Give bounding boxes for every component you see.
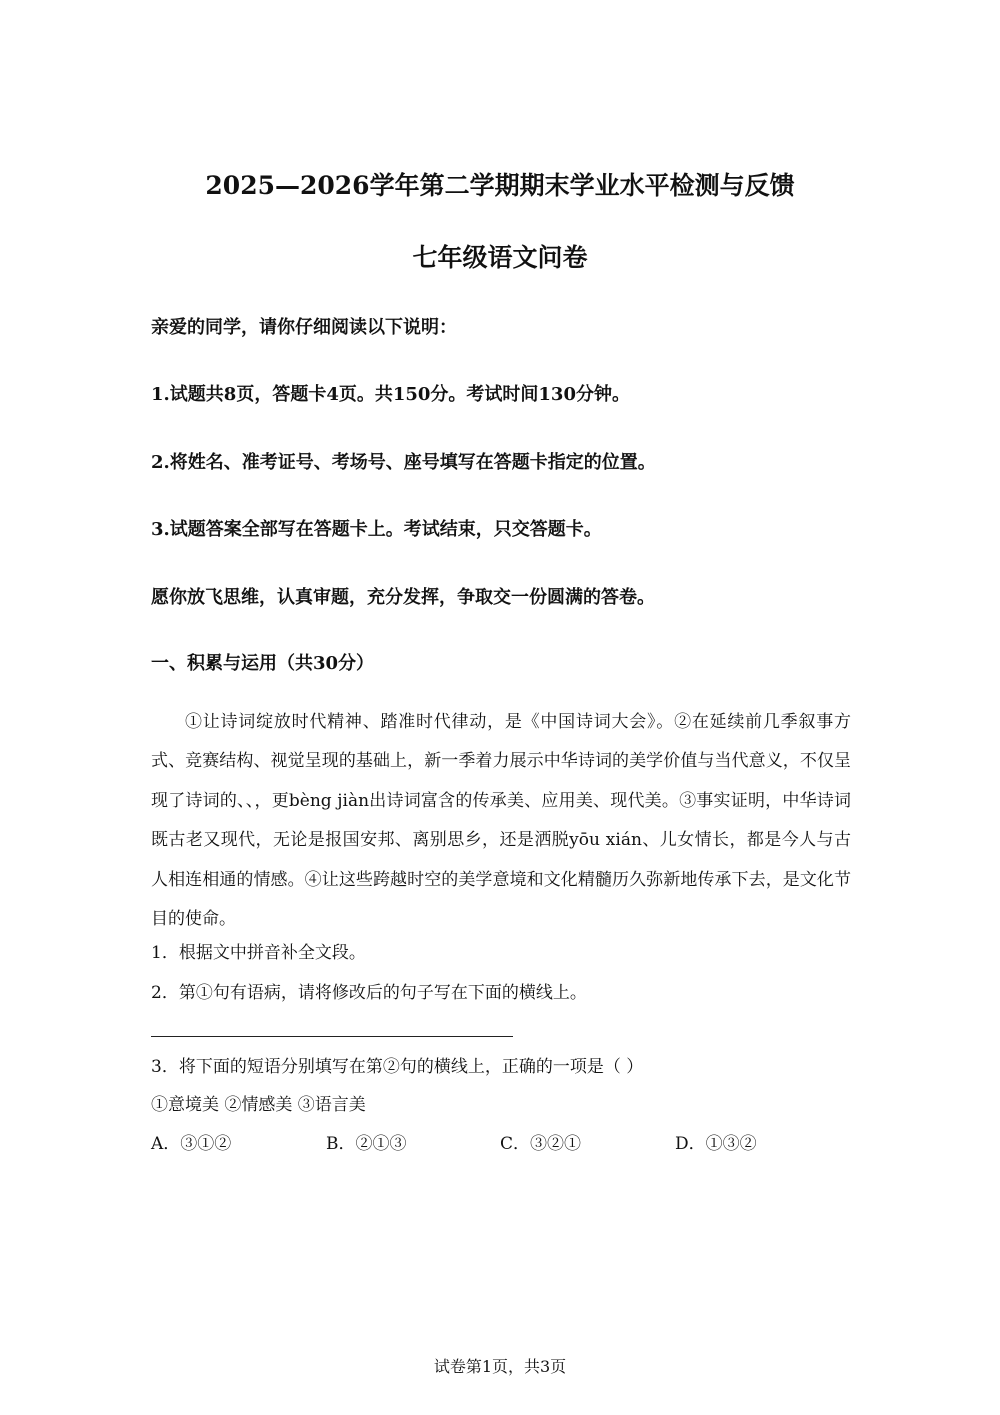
instructions-closing: 愿你放飞思维，认真审题，充分发挥，争取交一份圆满的答卷。 [151, 587, 655, 608]
question-3: 3．将下面的短语分别填写在第②句的横线上，正确的一项是（ ） [151, 1057, 644, 1077]
question-3-phrases: ①意境美 ②情感美 ③语言美 [151, 1095, 366, 1115]
instruction-item-2: 2.将姓名、准考证号、考场号、座号填写在答题卡指定的位置。 [151, 452, 656, 473]
option-c[interactable]: C．③②① [500, 1134, 582, 1154]
answer-blank-line[interactable] [151, 1036, 513, 1037]
option-b[interactable]: B．②①③ [326, 1134, 407, 1154]
question-2: 2．第①句有语病，请将修改后的句子写在下面的横线上。 [151, 983, 587, 1003]
exam-title: 2025—2026学年第二学期期末学业水平检测与反馈 [205, 171, 795, 200]
question-1: 1．根据文中拼音补全文段。 [151, 943, 366, 963]
instruction-item-1: 1.试题共8页，答题卡4页。共150分。考试时间130分钟。 [151, 384, 630, 405]
exam-subtitle: 七年级语文问卷 [412, 243, 588, 272]
option-a[interactable]: A．③①② [151, 1134, 232, 1154]
option-d[interactable]: D．①③② [675, 1134, 757, 1154]
page-footer: 试卷第1页，共3页 [433, 1357, 567, 1376]
section-heading: 一、积累与运用（共30分） [151, 653, 375, 674]
reading-passage: ①让诗词绽放时代精神、踏准时代律动，是《中国诗词大会》。②在延续前几季叙事方式、竞赛结构、视觉呈现的基础上，新一季着力展示中华诗词的美学价值与当代意义，不仅呈现了诗词的、、，更bèng jiàn出诗词富含的传承美、应用美、现代美。③事实证明，中华诗词既古老又现代，无论是报国安邦、离别思乡，还是洒脱yōu xián、儿女情长，都是今人与古人相连相通的情感。④让这些跨越时空的美学意境和文化精髓历久弥新地传承下去，是文化节目的使命。 [151, 712, 851, 930]
instructions-greeting: 亲爱的同学，请你仔细阅读以下说明： [151, 317, 457, 338]
instruction-item-3: 3.试题答案全部写在答题卡上。考试结束，只交答题卡。 [151, 519, 602, 540]
